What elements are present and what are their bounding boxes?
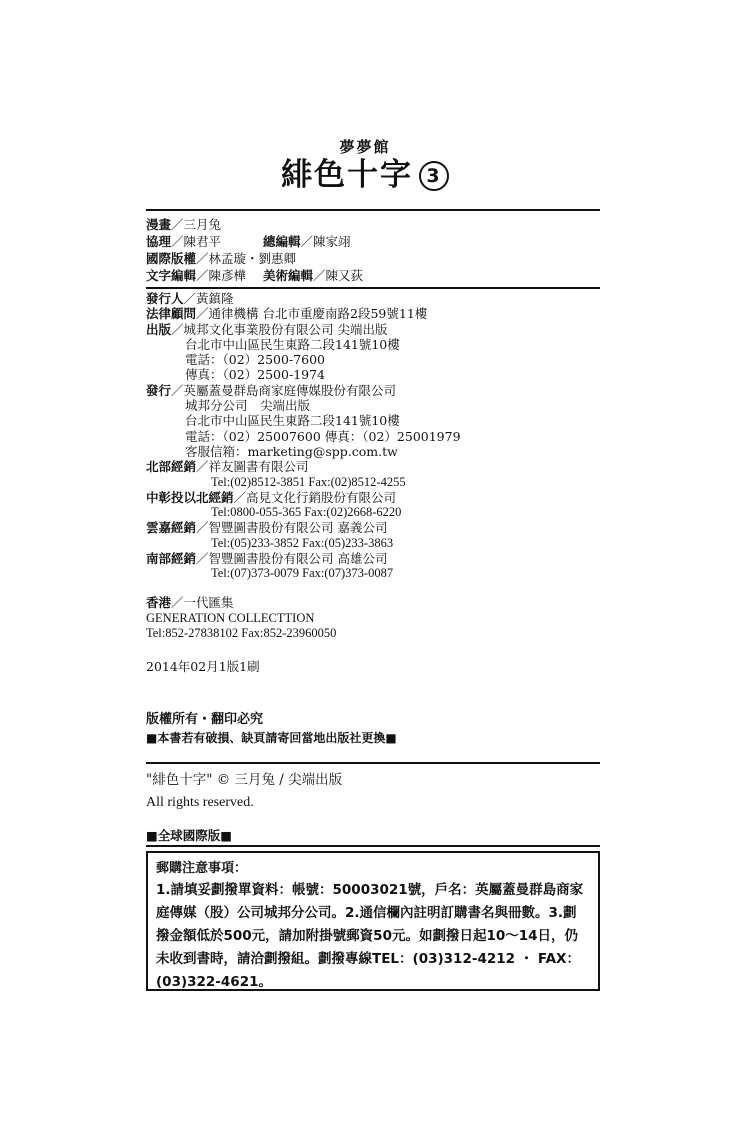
- credit-label: 文字編輯: [146, 268, 197, 283]
- credit-row: 漫畫／三月兔: [146, 217, 222, 232]
- legal-value: 通律機構 台北市重慶南路2段59號11樓: [208, 306, 428, 322]
- mail-order-title: 郵購注意事項：: [156, 861, 248, 876]
- hongkong-block: [146, 595, 606, 642]
- distributor-label: 北部經銷: [146, 459, 197, 475]
- credit-value: 林孟璇・劉惠卿: [208, 251, 297, 266]
- publisher-brand: 夢夢館: [339, 138, 391, 156]
- hongkong-contact: Tel:852-27838102 Fax:852-23960050: [146, 626, 337, 640]
- global-edition: ■全球國際版■: [146, 828, 233, 843]
- book-title: [0, 152, 730, 198]
- distributor-row: 北部經銷／祥友圖書有限公司: [146, 459, 309, 475]
- publisher-label: 發行人: [146, 291, 184, 306]
- mail-order-body: 1.請填妥劃撥單資料：帳號：50003021號，戶名：英屬蓋曼群島商家庭傳媒（股）公司城邦分公司。2.通信欄內註明訂購書名與冊數。3.劃撥金額低於500元，請加附掛號郵資50元。如劃撥日起10～14日，仍未收到書時，請洽劃撥組。劃撥專線TEL：(03)312-4212 ・ FAX：(03)322-4621。: [156, 882, 584, 990]
- book-title-text: 緋色十字: [281, 157, 413, 193]
- distributor-name: 智豐圖書股份有限公司 高雄公司: [208, 551, 388, 567]
- credit-row: 文字編輯／陳彥樺 美術編輯／陳又荻: [146, 268, 364, 283]
- hongkong-label: 香港: [146, 595, 172, 610]
- publisher-row: 發行人／黃鎮隆: [146, 291, 234, 306]
- rights-line2: ■本書若有破損、缺頁請寄回當地出版社更換■: [146, 731, 397, 745]
- edition-date: 2014年02月1版1刷: [146, 659, 260, 674]
- distributor-label: 雲嘉經銷: [146, 520, 197, 536]
- copyright-line2: All rights reserved.: [146, 795, 254, 810]
- credit-label: 美術編輯: [263, 268, 314, 283]
- credit-value: 陳家翊: [313, 234, 351, 249]
- hongkong-english-name: GENERATION COLLECTTION: [146, 610, 315, 625]
- credits-block: [146, 217, 606, 285]
- publishing-block: [146, 291, 606, 582]
- divider-credits: [146, 287, 600, 289]
- credit-value: 陳又荻: [325, 268, 364, 283]
- credit-value: 陳君平: [183, 234, 222, 249]
- distributor-row: 雲嘉經銷／智豐圖書股份有限公司 嘉義公司: [146, 520, 388, 536]
- issue-line: 英屬蓋曼群島商家庭傳媒股份有限公司: [183, 382, 397, 398]
- edition-label: 出版: [146, 321, 172, 337]
- distributor-name: 智豐圖書股份有限公司 嘉義公司: [208, 520, 388, 536]
- distributor-contact: Tel:(02)8512-3851 Fax:(02)8512-4255: [211, 474, 406, 489]
- edition-line: 電話：（02）2500-7600: [185, 352, 326, 368]
- edition-line: 城邦文化事業股份有限公司 尖端出版: [183, 321, 388, 337]
- distributor-row: 中彰投以北經銷／高見文化行銷股份有限公司: [146, 489, 397, 505]
- distributor-contact: Tel:(05)233-3852 Fax:(05)233-3863: [211, 535, 394, 550]
- mail-order-notice: [146, 851, 600, 991]
- credit-row: 協理／陳君平 總編輯／陳家翊: [146, 234, 351, 249]
- credit-row: 國際版權／林孟璇・劉惠卿: [146, 251, 297, 266]
- volume-number: 3: [419, 161, 449, 191]
- credit-value: 陳彥樺: [208, 268, 247, 283]
- edition-line: 傳真：（02）2500-1974: [185, 367, 326, 383]
- distributor-name: 祥友圖書有限公司: [208, 459, 309, 475]
- issue-line: 台北市中山區民生東路二段141號10樓: [185, 413, 400, 429]
- issue-label: 發行: [146, 382, 172, 398]
- credit-label: 總編輯: [263, 234, 301, 249]
- hongkong-name: 一代匯集: [183, 595, 234, 610]
- legal-label: 法律顧問: [146, 306, 197, 322]
- issue-line: 電話：（02）25007600 傳真：（02）25001979: [185, 428, 461, 444]
- rights-line1: 版權所有・翻印必究: [146, 712, 264, 727]
- divider-global: [146, 845, 600, 847]
- credit-value: 三月兔: [183, 217, 222, 232]
- distributor-row: 南部經銷／智豐圖書股份有限公司 高雄公司: [146, 551, 388, 567]
- hongkong-row: 香港／一代匯集: [146, 595, 234, 610]
- publisher-name: 黃鎮隆: [196, 291, 234, 306]
- credit-label: 國際版權: [146, 251, 197, 266]
- legal-row: 法律顧問／通律機構 台北市重慶南路2段59號11樓: [146, 306, 428, 322]
- distributor-label: 南部經銷: [146, 551, 197, 567]
- edition-line: 台北市中山區民生東路二段141號10樓: [185, 336, 400, 352]
- distributor-contact: Tel:(07)373-0079 Fax:(07)373-0087: [211, 566, 394, 581]
- issue-line: 客服信箱：marketing@spp.com.tw: [185, 443, 398, 459]
- distributor-contact: Tel:0800-055-365 Fax:(02)2668-6220: [211, 505, 402, 520]
- divider-top: [146, 209, 600, 211]
- distributor-label: 中彰投以北經銷: [146, 489, 234, 505]
- credit-label: 漫畫: [146, 217, 172, 232]
- credit-label: 協理: [146, 234, 172, 249]
- issue-row: 發行／英屬蓋曼群島商家庭傳媒股份有限公司: [146, 382, 397, 398]
- issue-line: 城邦分公司 尖端出版: [185, 398, 311, 414]
- divider-rights: [146, 762, 600, 764]
- distributor-name: 高見文化行銷股份有限公司: [246, 489, 397, 505]
- copyright-line1: "緋色十字" © 三月兔 / 尖端出版: [146, 772, 343, 788]
- edition-row: 出版／城邦文化事業股份有限公司 尖端出版: [146, 321, 388, 337]
